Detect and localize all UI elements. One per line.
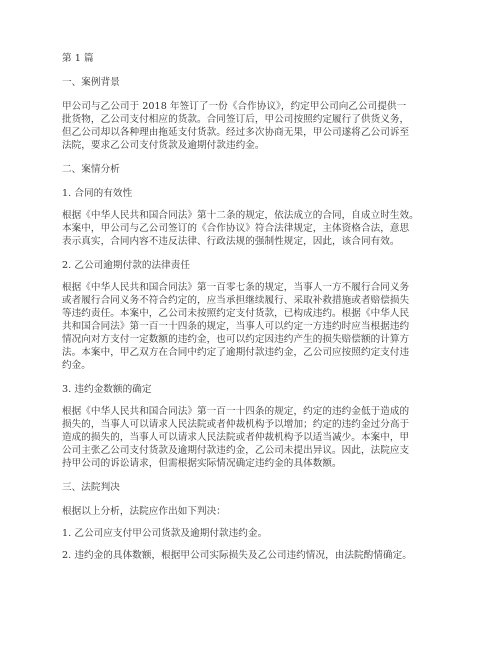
text-line: 批货物，乙公司支付相应的货款。合同签订后，甲公司按照约定履行了供货义务，: [62, 114, 410, 125]
text-line: 但乙公司却以各种理由拖延支付货款。经过多次协商无果，甲公司遂将乙公司诉至: [62, 127, 410, 138]
background-paragraph: [62, 100, 434, 152]
section-heading-background: 一、案例背景: [62, 77, 120, 88]
subsection-title: 1. 合同的有效性: [62, 188, 133, 199]
text-line: 根据《中华人民共和国合同法》第十二条的规定，依法成立的合同，自成立时生效。: [62, 210, 419, 221]
text-line: 本案中，甲公司与乙公司签订的《合作协议》符合法律规定，主体资格合法，意思: [62, 223, 410, 234]
text-line: 造成的损失的，当事人可以请求人民法院或者仲裁机构予以适当减少。本案中，甲: [62, 432, 410, 443]
contract-validity-paragraph: [62, 209, 434, 248]
judgment-item: 1. 乙公司应支付甲公司货款及逾期付款违约金。: [62, 528, 268, 539]
text-line: 损失的，当事人可以请求人民法院或者仲裁机构予以增加；约定的违约金过分高于: [62, 419, 410, 430]
text-line: 共和国合同法》第一百一十四条的规定，当事人可以约定一方违约时应当根据违约: [62, 321, 410, 332]
text-line: 法院，要求乙公司支付货款及逾期付款违约金。: [62, 140, 265, 151]
liability-paragraph: [62, 281, 434, 372]
judgment-intro: 根据以上分析，法院应作出如下判决：: [62, 506, 226, 517]
judgment-item: 2. 违约金的具体数额，根据甲公司实际损失及乙公司违约情况，由法院酌情确定。: [62, 550, 412, 561]
section-heading-judgment: 三、法院判决: [62, 482, 120, 493]
text-line: 法。本案中，甲乙双方在合同中约定了逾期付款违约金，乙公司应按照约定支付违: [62, 347, 410, 358]
text-line: 情况向对方支付一定数额的违约金，也可以约定因违约产生的损失赔偿额的计算方: [62, 334, 410, 345]
document-page: [62, 52, 434, 562]
subsection-title: 3. 违约金数额的确定: [62, 384, 152, 395]
text-line: 公司主张乙公司支付货款及逾期付款违约金，乙公司未提出异议。因此，法院应支: [62, 445, 410, 456]
text-line: 等违约责任。本案中，乙公司未按照约定支付货款，已构成违约。根据《中华人民: [62, 308, 410, 319]
section-heading-analysis: 二、案情分析: [62, 164, 120, 175]
text-line: 根据《中华人民共和国合同法》第一百一十四条的规定，约定的违约金低于造成的: [62, 406, 410, 417]
text-line: 甲公司与乙公司于 2018 年签订了一份《合作协议》，约定甲公司向乙公司提供一: [62, 101, 407, 112]
text-line: 或者履行合同义务不符合约定的，应当承担继续履行、采取补救措施或者赔偿损失: [62, 295, 410, 306]
penalty-amount-paragraph: [62, 405, 434, 470]
subsection-title: 2. 乙公司逾期付款的法律责任: [62, 260, 191, 271]
page-label: 第 1 篇: [62, 53, 94, 64]
text-line: 持甲公司的诉讼请求，但需根据实际情况确定违约金的具体数额。: [62, 458, 342, 469]
text-line: 根据《中华人民共和国合同法》第一百零七条的规定，当事人一方不履行合同义务: [62, 282, 410, 293]
text-line: 约金。: [62, 360, 91, 371]
text-line: 表示真实，合同内容不违反法律、行政法规的强制性规定，因此，该合同有效。: [62, 236, 400, 247]
